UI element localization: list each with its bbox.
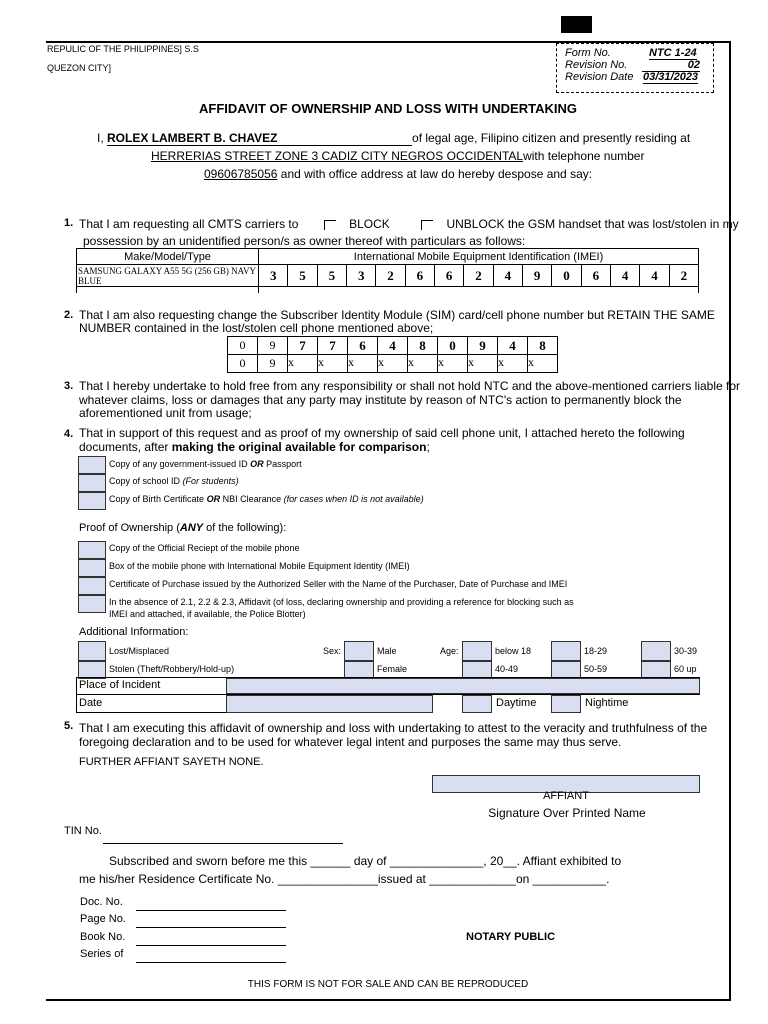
sim-number-digit[interactable]: 4 xyxy=(378,337,408,355)
revision-no-value: 02 xyxy=(642,59,700,72)
age-30-39-checkbox[interactable] xyxy=(641,641,671,661)
proof-option-3: Certificate of Purchase issued by the Authorized Seller with the Name of the Purchaser, Date of Purchase and IMEI xyxy=(109,579,568,589)
tin-line[interactable] xyxy=(103,830,343,844)
book-no-label: Book No. xyxy=(80,931,126,943)
daytime-checkbox[interactable] xyxy=(462,695,492,713)
proof-option-2: Box of the mobile phone with International Mobile Equipment Identity (IMEI) xyxy=(109,561,410,571)
item-5-line-2: foregoing declaration and to be used for whatever legal intent and purposes the same may thus serve. xyxy=(79,735,622,749)
proof-option-1: Copy of the Official Reciept of the mobile phone xyxy=(109,543,300,553)
sim-number-digit[interactable]: 0 xyxy=(438,337,468,355)
age-below18-checkbox[interactable] xyxy=(462,641,492,661)
imei-digit-cell[interactable]: 3 xyxy=(347,265,376,287)
affiant-label: AFFIANT xyxy=(543,790,589,802)
nighttime-checkbox[interactable] xyxy=(551,695,581,713)
make-model-header: Make/Model/Type xyxy=(77,249,259,265)
affiant-name: ROLEX LAMBERT B. CHAVEZ xyxy=(107,131,412,146)
jurisdiction-line-2: QUEZON CITY] xyxy=(47,63,112,73)
imei-digit-cell[interactable]: 9 xyxy=(523,265,552,287)
id-option-1-c: Passport xyxy=(266,459,302,469)
doc-no-line[interactable] xyxy=(136,898,286,911)
proof-of-ownership-heading xyxy=(79,522,286,534)
item-1-text-a: That I am requesting all CMTS carriers to xyxy=(79,217,299,231)
id-option-checkbox-2[interactable] xyxy=(78,474,106,492)
item-5-line-1: That I am executing this affidavit of ownership and loss with undertaking to attest to the veracity and truthfulness of the xyxy=(79,721,708,735)
imei-digit-cell[interactable]: 2 xyxy=(376,265,405,287)
imei-digit-cell[interactable]: 5 xyxy=(288,265,317,287)
daytime-label: Daytime xyxy=(496,697,537,709)
form-no-value: NTC 1-24 xyxy=(649,47,697,59)
sim-number-digit[interactable]: 4 xyxy=(498,337,528,355)
tin-label: TIN No. xyxy=(64,825,102,837)
additional-info-heading: Additional Information: xyxy=(79,626,189,638)
proof-a: Proof of Ownership ( xyxy=(79,522,180,534)
imei-digit-cell[interactable]: 5 xyxy=(317,265,346,287)
item-4-line-2 xyxy=(79,440,430,454)
proof-checkbox-4[interactable] xyxy=(78,595,106,613)
imei-digit-cell[interactable]: 2 xyxy=(464,265,493,287)
imei-extra-cell xyxy=(259,287,699,293)
further-affiant: FURTHER AFFIANT SAYETH NONE. xyxy=(79,756,264,768)
item-5-number: 5. xyxy=(64,720,74,732)
imei-header: International Mobile Equipment Identification (IMEI) xyxy=(259,249,699,265)
unblock-checkbox[interactable] xyxy=(421,220,433,230)
intro-after-phone: and with office address at law do hereby despose and say: xyxy=(280,167,593,181)
id-option-1-a: Copy of any government-issued ID xyxy=(109,459,248,469)
unblock-label: UNBLOCK the GSM handset that was lost/stolen in my xyxy=(446,217,739,231)
sim-number-digit[interactable]: 0 xyxy=(228,337,258,355)
intro-after-name: of legal age, Filipino citizen and presently residing at xyxy=(412,131,691,145)
item-3-line-3: aforementioned unit from usage; xyxy=(79,406,252,420)
affiant-phone: 09606785056 xyxy=(204,167,278,181)
sim-number-digit[interactable]: 9 xyxy=(258,337,288,355)
sworn-line-2: me his/her Residence Certificate No. _______________issued at _____________on ___________. xyxy=(79,872,610,886)
imei-extra-row xyxy=(77,287,259,293)
series-of-line[interactable] xyxy=(136,950,286,963)
doc-no-label: Doc. No. xyxy=(80,896,123,908)
imei-table xyxy=(76,248,699,293)
item-2-line-2: NUMBER contained in the lost/stolen cell phone mentioned above; xyxy=(79,321,434,335)
signature-caption: Signature Over Printed Name xyxy=(488,806,646,820)
id-option-3-d: (for cases when ID is not available) xyxy=(283,494,424,504)
male-checkbox[interactable] xyxy=(344,641,374,661)
sim-mask-digit[interactable]: x xyxy=(528,355,558,373)
page-no-label: Page No. xyxy=(80,913,126,925)
sim-number-digit[interactable]: 9 xyxy=(468,337,498,355)
notary-public: NOTARY PUBLIC xyxy=(466,931,556,943)
affiant-address: HERRERIAS STREET ZONE 3 CADIZ CITY NEGROS OCCIDENTAL xyxy=(151,149,524,163)
sim-mask-digit[interactable]: x xyxy=(468,355,498,373)
id-option-2 xyxy=(109,476,239,486)
item-4-l2a: documents, after xyxy=(79,440,169,454)
item-4-l2c: ; xyxy=(426,440,430,454)
age-40-49-label: 40-49 xyxy=(495,664,519,674)
imei-digit-cell[interactable]: 6 xyxy=(405,265,434,287)
sim-mask-digit[interactable]: x xyxy=(408,355,438,373)
id-option-3-a: Copy of Birth Certificate xyxy=(109,494,205,504)
id-option-checkbox-3[interactable] xyxy=(78,492,106,510)
female-label: Female xyxy=(377,664,408,674)
stolen-label: Stolen (Theft/Robbery/Hold-up) xyxy=(109,664,235,674)
id-option-3-c: NBI Clearance xyxy=(222,494,282,504)
proof-checkbox-2[interactable] xyxy=(78,559,106,577)
sim-mask-digit[interactable]: 0 xyxy=(228,355,258,373)
item-3-line-1: That I hereby undertake to hold free from any responsibility or shall not hold NTC and the above-mentioned carriers liable for xyxy=(79,379,741,393)
proof-option-4: In the absence of 2.1, 2.2 & 2.3, Affidavit (of loss, declaring ownership and providing a reference for blocking such as xyxy=(109,597,574,607)
imei-digit-cell[interactable]: 4 xyxy=(640,265,669,287)
place-of-incident-input[interactable] xyxy=(226,678,700,694)
proof-option-4-line-2: IMEI and attached, if available, the Police Blotter) xyxy=(109,609,306,619)
block-label: BLOCK xyxy=(349,217,390,231)
id-option-1-b: OR xyxy=(250,459,264,469)
revision-no-label: Revision No. xyxy=(565,59,628,71)
item-3-number: 3. xyxy=(64,380,74,392)
jurisdiction-line-1: REPULIC OF THE PHILIPPINES] S.S xyxy=(47,44,199,54)
device-make-model[interactable]: SAMSUNG GALAXY A55 5G (256 GB) NAVY BLUE xyxy=(77,265,259,287)
proof-checkbox-1[interactable] xyxy=(78,541,106,559)
date-input[interactable] xyxy=(226,695,433,713)
series-of-label: Series of xyxy=(80,948,124,960)
age-label: Age: xyxy=(440,646,459,656)
imei-digit-cell[interactable]: 6 xyxy=(435,265,464,287)
imei-digit-cell[interactable]: 4 xyxy=(493,265,522,287)
sim-mask-digit[interactable]: x xyxy=(318,355,348,373)
id-option-3-b: OR xyxy=(206,494,221,504)
sim-number-digit[interactable]: 6 xyxy=(348,337,378,355)
item-4-number: 4. xyxy=(64,428,74,440)
revision-date-label: Revision Date xyxy=(565,71,634,83)
imei-digit-cell[interactable]: 2 xyxy=(669,265,698,287)
age-18-29-label: 18-29 xyxy=(584,646,608,656)
imei-digit-cell[interactable]: 3 xyxy=(259,265,288,287)
block-checkbox[interactable] xyxy=(324,220,336,230)
imei-digit-cell[interactable]: 4 xyxy=(610,265,639,287)
item-3-line-2: whatever claims, loss or damages that any party may institute by reason of NTC's action to permanently block the xyxy=(79,393,682,407)
item-4-l2b: making the original available for comparison xyxy=(171,440,427,454)
sworn-line-1: Subscribed and sworn before me this ______ day of ______________, 20__. Affiant exhibited to xyxy=(109,854,622,868)
nighttime-label: Nightime xyxy=(585,697,629,709)
intro-i: I, xyxy=(97,131,104,145)
sim-number-digit[interactable]: 7 xyxy=(288,337,318,355)
proof-c: of the following): xyxy=(203,522,287,534)
imei-digit-cell[interactable]: 6 xyxy=(581,265,610,287)
sim-number-digit[interactable]: 8 xyxy=(408,337,438,355)
page-no-line[interactable] xyxy=(136,915,286,928)
date-label: Date xyxy=(79,697,103,709)
intro-line-2 xyxy=(151,149,644,163)
place-of-incident-label: Place of Incident xyxy=(79,679,161,691)
age-30-39-label: 30-39 xyxy=(674,646,698,656)
footer-note: THIS FORM IS NOT FOR SALE AND CAN BE REPRODUCED xyxy=(247,979,529,990)
intro-line-1 xyxy=(97,131,690,146)
sim-mask-digit[interactable]: 9 xyxy=(258,355,288,373)
age-below18-label: below 18 xyxy=(495,646,532,656)
sim-mask-digit[interactable]: x xyxy=(498,355,528,373)
intro-line-3 xyxy=(204,167,592,181)
document-title: AFFIDAVIT OF OWNERSHIP AND LOSS WITH UNDERTAKING xyxy=(199,101,577,116)
revision-date-value: 03/31/2023 xyxy=(643,71,699,83)
age-18-29-checkbox[interactable] xyxy=(551,641,581,661)
sim-mask-digit[interactable]: x xyxy=(378,355,408,373)
id-option-2-d: (For students) xyxy=(182,476,239,486)
sim-mask-digit[interactable]: x xyxy=(348,355,378,373)
lost-checkbox[interactable] xyxy=(78,641,106,661)
lost-label: Lost/Misplaced xyxy=(109,646,170,656)
sim-number-table xyxy=(227,336,558,373)
sim-number-digit[interactable]: 8 xyxy=(528,337,558,355)
item-2-line-1: That I am also requesting change the Subscriber Identity Module (SIM) card/cell phone number but RETAIN THE SAME xyxy=(79,308,715,322)
sim-number-digit[interactable]: 7 xyxy=(318,337,348,355)
id-option-2-a: Copy of school ID xyxy=(109,476,181,486)
item-4-line-1: That in support of this request and as proof of my ownership of said cell phone unit, I attached hereto the following xyxy=(79,426,685,440)
intro-with-phone: with telephone number xyxy=(523,149,645,163)
age-50-59-label: 50-59 xyxy=(584,664,608,674)
redaction-block xyxy=(561,16,592,33)
id-option-3 xyxy=(109,494,424,504)
sex-label: Sex: xyxy=(323,646,342,656)
item-1-line-2: possession by an unidentified person/s as owner thereof with particulars as follows: xyxy=(83,234,526,248)
imei-digit-cell[interactable]: 0 xyxy=(552,265,581,287)
item-1-line-1 xyxy=(79,217,739,231)
form-no-label: Form No. xyxy=(565,47,611,59)
age-60-up-label: 60 up xyxy=(674,664,697,674)
item-1-number: 1. xyxy=(64,217,74,229)
id-option-1 xyxy=(109,459,302,469)
proof-checkbox-3[interactable] xyxy=(78,577,106,595)
proof-b: ANY xyxy=(179,522,204,534)
sim-mask-digit[interactable]: x xyxy=(438,355,468,373)
item-2-number: 2. xyxy=(64,309,74,321)
book-no-line[interactable] xyxy=(136,933,286,946)
sim-mask-digit[interactable]: x xyxy=(288,355,318,373)
id-option-checkbox-1[interactable] xyxy=(78,456,106,474)
male-label: Male xyxy=(377,646,397,656)
